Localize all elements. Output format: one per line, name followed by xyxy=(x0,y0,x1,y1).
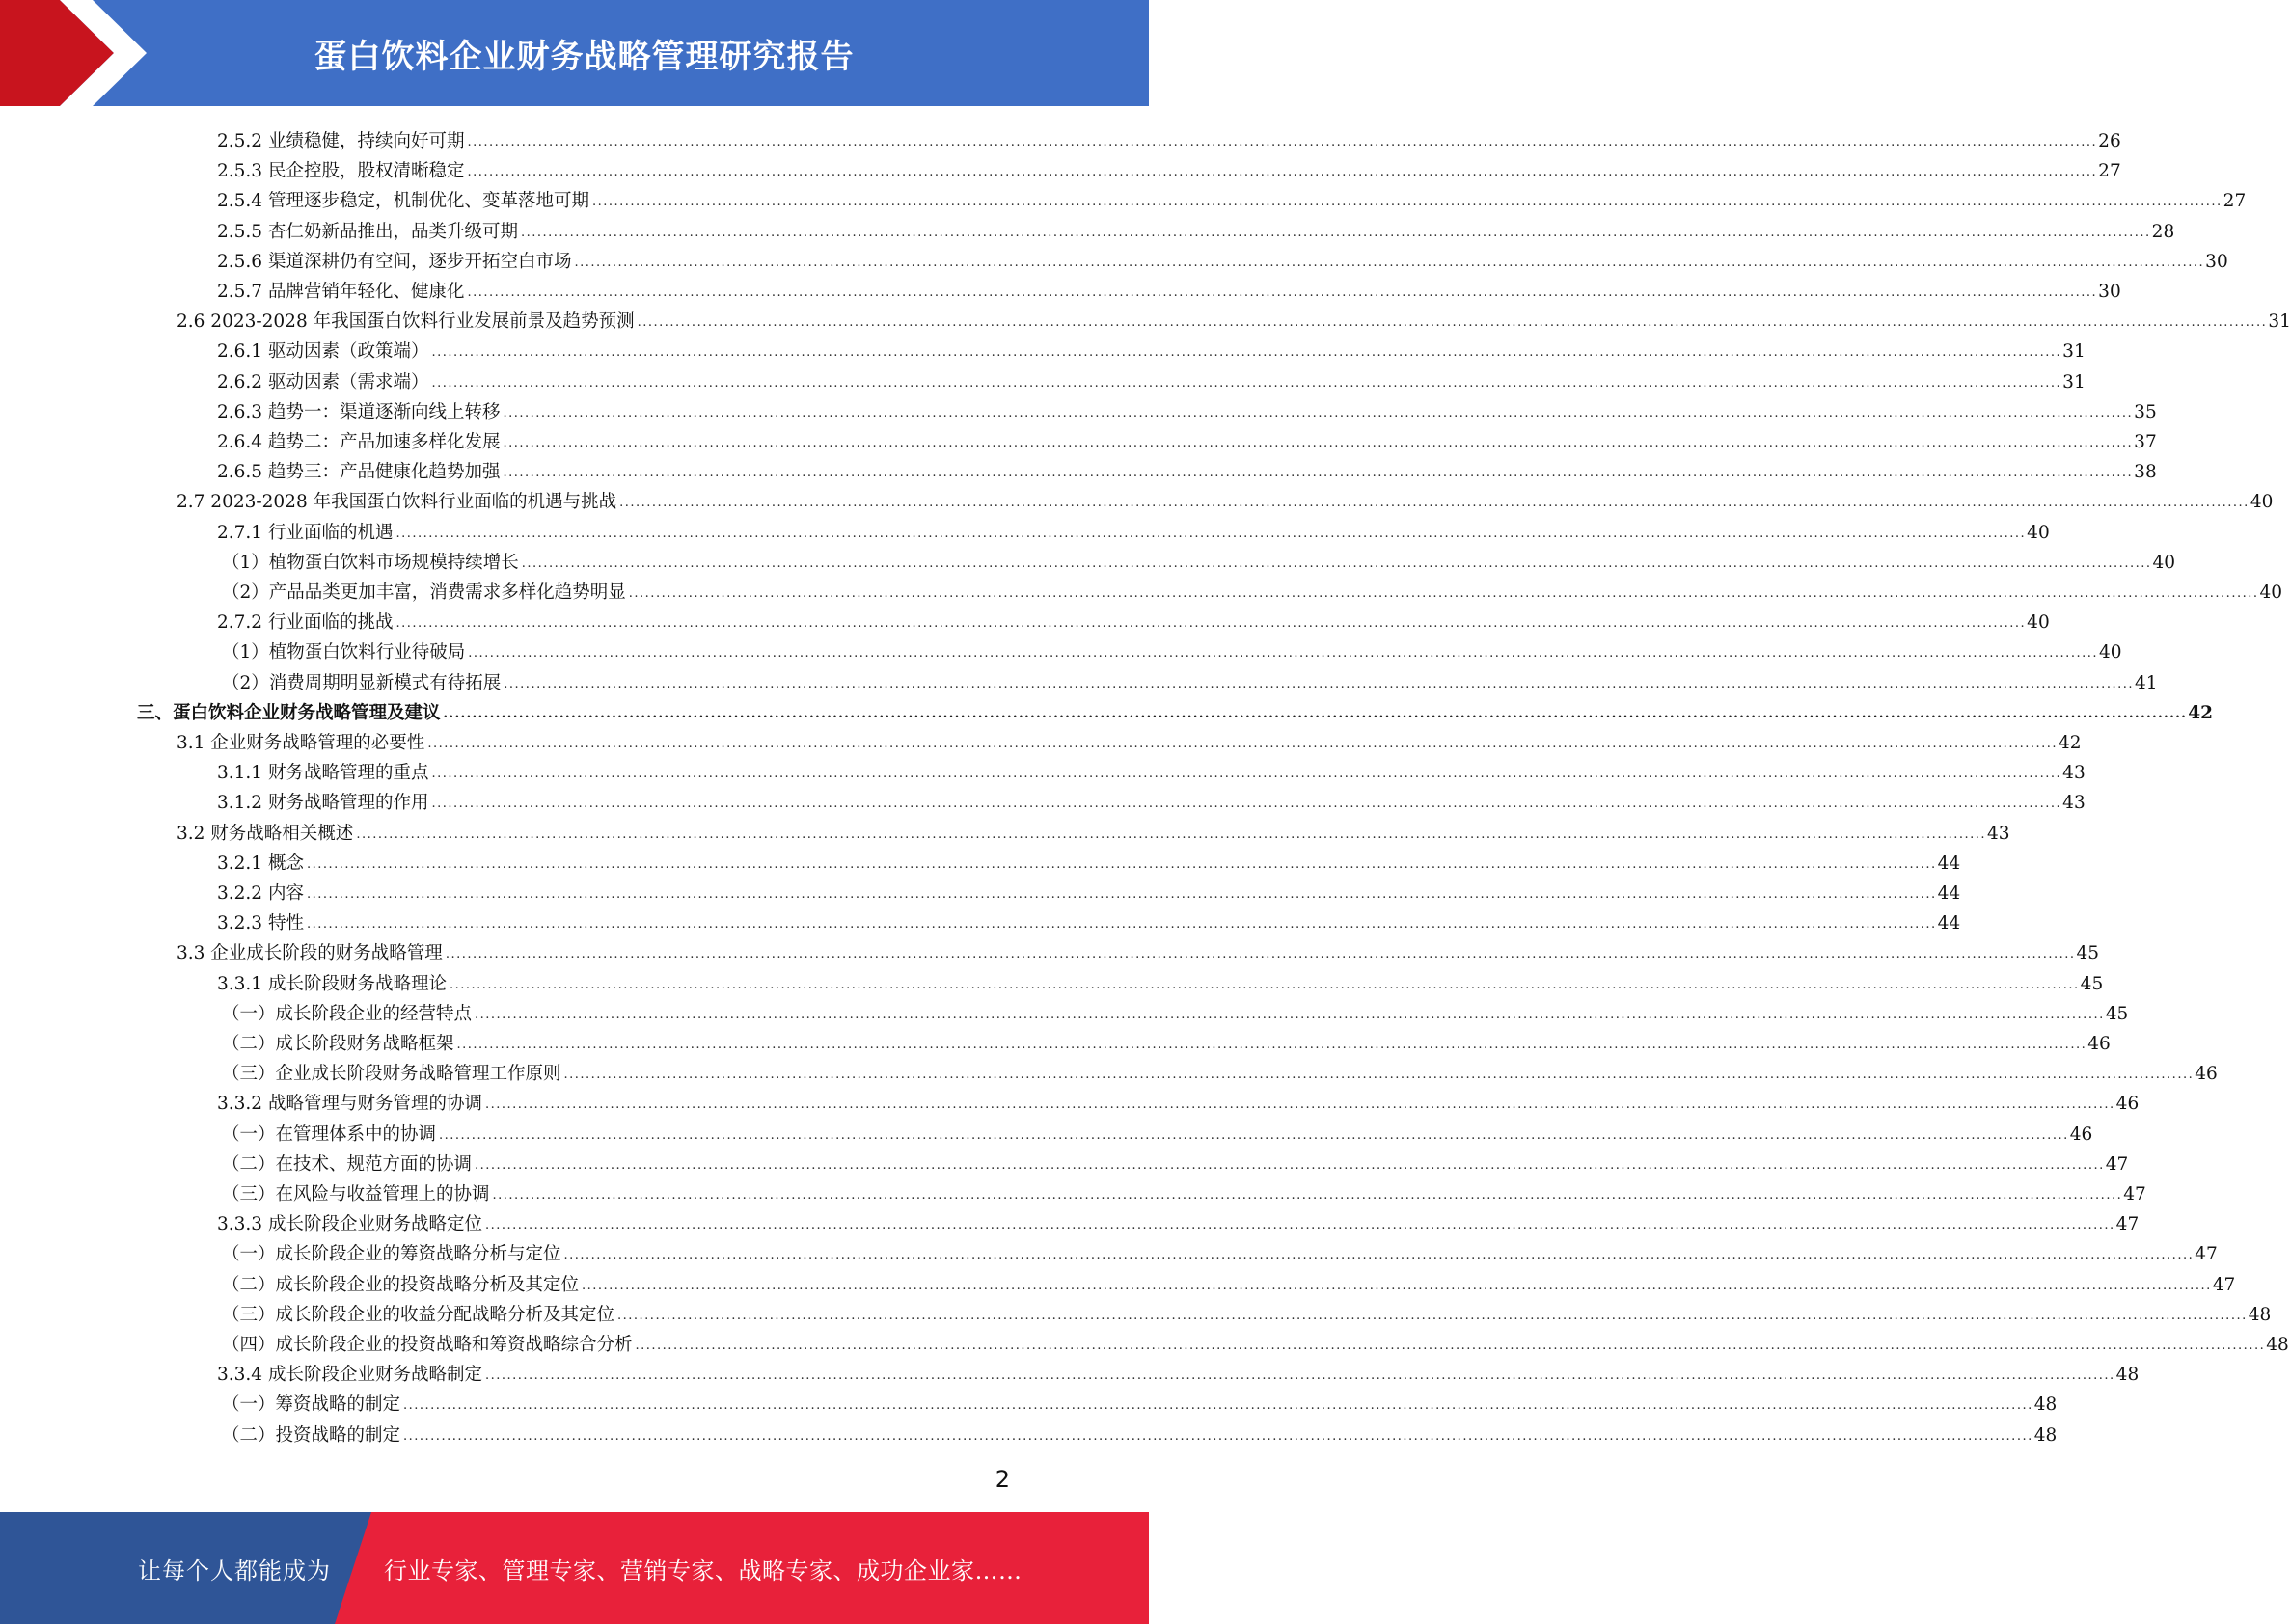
toc-entry-title: 3.2.2 内容 xyxy=(217,883,304,904)
toc-leader-dots: ............................................................................................................................................................................................................................................................................................................ xyxy=(504,676,2134,691)
report-title: 蛋白饮料企业财务战略管理研究报告 xyxy=(314,37,855,76)
toc-leader-dots: ............................................................................................................................................................................................................................................................................................................ xyxy=(503,466,2134,481)
toc-entry[interactable] xyxy=(217,515,2050,545)
toc-leader-dots: ............................................................................................................................................................................................................................................................................................................ xyxy=(475,1157,2105,1173)
toc-entry-title: 2.6.1 驱动因素（政策端） xyxy=(217,341,429,363)
toc-entry-title: （2）产品品类更加丰富，消费需求多样化趋势明显 xyxy=(222,582,626,603)
toc-entry-page: 40 xyxy=(2152,552,2176,573)
toc-entry[interactable] xyxy=(217,876,1961,906)
toc-entry-title: 2.7.2 行业面临的挑战 xyxy=(217,612,394,634)
toc-entry-page: 45 xyxy=(2105,1003,2129,1024)
toc-leader-dots: ............................................................................................................................................................................................................................................................................................................ xyxy=(431,767,2062,782)
toc-entry-page: 47 xyxy=(2195,1244,2218,1265)
toc-entry-page: 35 xyxy=(2134,401,2157,422)
toc-entry-page: 37 xyxy=(2134,432,2157,452)
toc-leader-dots: ............................................................................................................................................................................................................................................................................................................ xyxy=(520,225,2151,240)
toc-entry-page: 48 xyxy=(2266,1335,2289,1355)
toc-leader-dots: ............................................................................................................................................................................................................................................................................................................ xyxy=(467,285,2098,300)
toc-entry-page: 27 xyxy=(2098,161,2121,182)
toc-entry[interactable] xyxy=(217,334,2086,364)
toc-entry[interactable] xyxy=(222,1418,2058,1448)
toc-leader-dots: ............................................................................................................................................................................................................................................................................................................ xyxy=(591,195,2223,210)
toc-entry[interactable] xyxy=(217,153,2121,183)
toc-entry-title: （二）成长阶段财务战略框架 xyxy=(222,1034,454,1054)
toc-entry[interactable] xyxy=(222,1147,2129,1177)
toc-entry[interactable] xyxy=(222,1056,2218,1086)
toc-leader-dots: ............................................................................................................................................................................................................................................................................................................ xyxy=(431,375,2062,391)
page-number: 2 xyxy=(995,1466,1010,1493)
toc-leader-dots: ............................................................................................................................................................................................................................................................................................................ xyxy=(403,1428,2033,1444)
page-header xyxy=(0,0,1149,106)
toc-leader-dots: ............................................................................................................................................................................................................................................................................................................ xyxy=(468,646,2098,662)
toc-entry-page: 44 xyxy=(1937,853,1961,874)
page-footer xyxy=(0,1512,1149,1624)
toc-entry[interactable] xyxy=(217,274,2121,304)
toc-entry[interactable] xyxy=(177,484,2274,514)
toc-leader-dots: ............................................................................................................................................................................................................................................................................................................ xyxy=(445,947,2076,962)
toc-entry[interactable] xyxy=(217,365,2086,394)
toc-entry-page: 31 xyxy=(2062,341,2086,363)
toc-entry-title: （一）成长阶段企业的筹资战略分析与定位 xyxy=(222,1244,561,1265)
toc-entry[interactable] xyxy=(217,755,2086,785)
toc-leader-dots: ............................................................................................................................................................................................................................................................................................................ xyxy=(431,345,2062,361)
toc-entry-page: 47 xyxy=(2115,1214,2140,1235)
toc-entry-page: 40 xyxy=(2259,582,2283,603)
toc-entry-title: 3.3.4 成长阶段企业财务战略制定 xyxy=(217,1365,482,1386)
toc-entry-page: 42 xyxy=(2059,733,2082,753)
toc-entry-title: 3.3.3 成长阶段企业财务战略定位 xyxy=(217,1214,482,1235)
toc-leader-dots: ............................................................................................................................................................................................................................................................................................................ xyxy=(582,1278,2212,1293)
toc-leader-dots: ............................................................................................................................................................................................................................................................................................................ xyxy=(484,1368,2115,1384)
toc-leader-dots: ............................................................................................................................................................................................................................................................................................................ xyxy=(403,1398,2033,1414)
toc-entry[interactable] xyxy=(222,1297,2272,1327)
toc-entry-page: 40 xyxy=(2250,492,2274,513)
footer-slogan-right: 行业专家、管理专家、营销专家、战略专家、成功企业家…… xyxy=(384,1556,1023,1584)
toc-entry-page: 31 xyxy=(2268,311,2291,333)
toc-entry-title: 2.5.6 渠道深耕仍有空间，逐步开拓空白市场 xyxy=(217,251,572,272)
toc-entry[interactable] xyxy=(177,725,2082,755)
toc-leader-dots: ............................................................................................................................................................................................................................................................................................................ xyxy=(637,315,2268,331)
toc-entry[interactable] xyxy=(217,1357,2140,1387)
toc-entry-title: 3.3.1 成长阶段财务战略理论 xyxy=(217,973,447,994)
toc-entry-page: 43 xyxy=(2062,793,2086,814)
toc-entry-title: （三）成长阶段企业的收益分配战略分析及其定位 xyxy=(222,1304,615,1325)
toc-leader-dots: ............................................................................................................................................................................................................................................................................................................ xyxy=(475,1007,2105,1022)
toc-entry-title: （一）成长阶段企业的经营特点 xyxy=(222,1003,473,1024)
toc-leader-dots: ............................................................................................................................................................................................................................................................................................................ xyxy=(574,255,2205,270)
toc-entry-title: （1）植物蛋白饮料行业待破局 xyxy=(222,642,466,663)
toc-entry-page: 46 xyxy=(2087,1034,2111,1054)
toc-entry-title: 2.7 2023-2028 年我国蛋白饮料行业面临的机遇与挑战 xyxy=(177,492,617,513)
toc-entry-page: 43 xyxy=(1987,823,2010,844)
toc-entry-page: 42 xyxy=(2188,702,2214,723)
toc-entry-page: 41 xyxy=(2134,672,2158,693)
toc-entry-page: 45 xyxy=(2080,973,2104,994)
toc-entry[interactable] xyxy=(217,424,2157,454)
toc-entry[interactable] xyxy=(217,123,2121,153)
toc-leader-dots: ............................................................................................................................................................................................................................................................................................................ xyxy=(439,1127,2069,1143)
toc-entry[interactable] xyxy=(222,575,2283,605)
toc-entry-title: 3.1.2 财务战略管理的作用 xyxy=(217,793,429,814)
toc-entry[interactable] xyxy=(222,1177,2146,1206)
toc-entry-title: （四）成长阶段企业的投资战略和筹资战略综合分析 xyxy=(222,1335,633,1355)
toc-entry[interactable] xyxy=(217,214,2175,244)
toc-entry-page: 44 xyxy=(1937,883,1961,904)
toc-entry-title: （二）成长阶段企业的投资战略分析及其定位 xyxy=(222,1274,580,1295)
toc-entry-title: 2.6.4 趋势二：产品加速多样化发展 xyxy=(217,432,501,452)
toc-entry-page: 46 xyxy=(2115,1094,2140,1115)
toc-entry-page: 40 xyxy=(2027,522,2050,543)
toc-entry-title: 3.2.1 概念 xyxy=(217,853,304,874)
toc-entry[interactable] xyxy=(222,665,2158,695)
toc-entry[interactable] xyxy=(137,695,2214,725)
toc-entry-title: 3.2 财务战略相关概述 xyxy=(177,823,354,844)
toc-entry-page: 40 xyxy=(2027,612,2050,634)
toc-entry-title: 2.5.2 业绩稳健，持续向好可期 xyxy=(217,131,465,151)
toc-entry-title: （一）筹资战略的制定 xyxy=(222,1394,401,1416)
toc-entry-page: 45 xyxy=(2076,943,2100,964)
toc-entry[interactable] xyxy=(217,846,1961,876)
toc-entry-page: 43 xyxy=(2062,763,2086,784)
toc-entry-title: 2.5.5 杏仁奶新品推出，品类升级可期 xyxy=(217,221,518,242)
toc-leader-dots: ............................................................................................................................................................................................................................................................................................................ xyxy=(356,826,1987,842)
toc-leader-dots: ............................................................................................................................................................................................................................................................................................................ xyxy=(617,1308,2248,1323)
toc-entry-title: 2.6.2 驱动因素（需求端） xyxy=(217,371,429,392)
toc-leader-dots: ............................................................................................................................................................................................................................................................................................................ xyxy=(628,586,2259,601)
toc-leader-dots: ............................................................................................................................................................................................................................................................................................................ xyxy=(503,405,2134,420)
toc-leader-dots: ............................................................................................................................................................................................................................................................................................................ xyxy=(503,436,2134,450)
toc-entry-page: 30 xyxy=(2098,282,2121,302)
toc-leader-dots: ............................................................................................................................................................................................................................................................................................................ xyxy=(456,1038,2087,1052)
toc-entry[interactable] xyxy=(177,935,2100,965)
toc-leader-dots: ............................................................................................................................................................................................................................................................................................................ xyxy=(467,165,2098,180)
toc-entry[interactable] xyxy=(222,1327,2289,1357)
toc-entry[interactable] xyxy=(222,635,2122,664)
toc-entry-title: 2.6.5 趋势三：产品健康化趋势加强 xyxy=(217,462,501,483)
toc-entry-title: 3.3 企业成长阶段的财务战略管理 xyxy=(177,943,443,964)
toc-entry-page: 31 xyxy=(2062,371,2086,392)
toc-entry[interactable] xyxy=(222,1026,2111,1056)
toc-entry-title: 三、蛋白饮料企业财务战略管理及建议 xyxy=(137,702,441,723)
toc-entry-title: （三）企业成长阶段财务战略管理工作原则 xyxy=(222,1064,561,1085)
toc-entry-title: 2.7.1 行业面临的机遇 xyxy=(217,522,394,543)
toc-leader-dots: ............................................................................................................................................................................................................................................................................................................ xyxy=(521,555,2152,571)
toc-entry-page: 48 xyxy=(2115,1365,2140,1386)
toc-entry[interactable] xyxy=(217,605,2050,635)
toc-entry[interactable] xyxy=(177,304,2291,334)
toc-leader-dots: ............................................................................................................................................................................................................................................................................................................ xyxy=(619,496,2250,511)
toc-leader-dots: ............................................................................................................................................................................................................................................................................................................ xyxy=(484,1218,2115,1233)
toc-leader-dots: ............................................................................................................................................................................................................................................................................................................ xyxy=(467,135,2098,149)
toc-entry-title: 2.6.3 趋势一：渠道逐渐向线上转移 xyxy=(217,401,501,422)
toc-leader-dots: ............................................................................................................................................................................................................................................................................................................ xyxy=(395,616,2027,632)
toc-leader-dots: ............................................................................................................................................................................................................................................................................................................ xyxy=(563,1248,2195,1263)
toc-leader-dots: ............................................................................................................................................................................................................................................................................................................ xyxy=(484,1097,2115,1113)
toc-entry-title: 3.1.1 财务战略管理的重点 xyxy=(217,763,429,784)
toc-entry[interactable] xyxy=(217,906,1961,935)
toc-entry[interactable] xyxy=(177,816,2010,846)
toc-leader-dots: ............................................................................................................................................................................................................................................................................................................ xyxy=(395,526,2027,541)
toc-entry-title: （二）投资战略的制定 xyxy=(222,1424,401,1446)
toc-entry-title: （1）植物蛋白饮料市场规模持续增长 xyxy=(222,552,519,573)
toc-entry[interactable] xyxy=(222,545,2176,575)
toc-entry-title: 3.2.3 特性 xyxy=(217,913,304,934)
toc-entry-title: （三）在风险与收益管理上的协调 xyxy=(222,1184,490,1204)
toc-entry-title: 2.6 2023-2028 年我国蛋白饮料行业发展前景及趋势预测 xyxy=(177,311,635,333)
toc-entry-title: 2.5.7 品牌营销年轻化、健康化 xyxy=(217,282,465,302)
toc-entry-page: 47 xyxy=(2105,1153,2129,1175)
toc-entry[interactable] xyxy=(217,454,2157,484)
toc-leader-dots: ............................................................................................................................................................................................................................................................................................................ xyxy=(563,1068,2195,1083)
toc-entry[interactable] xyxy=(222,1117,2093,1147)
toc-entry-title: 2.5.4 管理逐步稳定，机制优化、变革落地可期 xyxy=(217,191,589,212)
toc-entry[interactable] xyxy=(217,1086,2140,1116)
toc-entry-page: 47 xyxy=(2212,1274,2236,1295)
toc-entry[interactable] xyxy=(217,394,2157,424)
toc-entry-page: 46 xyxy=(2195,1064,2218,1085)
toc-leader-dots: ............................................................................................................................................................................................................................................................................................................ xyxy=(635,1339,2266,1353)
toc-entry-title: 3.1 企业财务战略管理的必要性 xyxy=(177,733,425,753)
toc-leader-dots: ............................................................................................................................................................................................................................................................................................................ xyxy=(443,706,2188,721)
toc-entry-page: 48 xyxy=(2248,1304,2272,1325)
toc-entry-title: 3.3.2 战略管理与财务管理的协调 xyxy=(217,1094,482,1115)
toc-entry-title: 2.5.3 民企控股，股权清晰稳定 xyxy=(217,161,465,182)
toc-entry[interactable] xyxy=(222,1236,2218,1266)
toc-leader-dots: ............................................................................................................................................................................................................................................................................................................ xyxy=(449,977,2080,992)
toc-entry[interactable] xyxy=(217,785,2086,815)
toc-entry[interactable] xyxy=(222,1387,2058,1417)
toc-entry-page: 40 xyxy=(2098,642,2122,663)
toc-entry-title: （2）消费周期明显新模式有待拓展 xyxy=(222,672,502,693)
toc-entry-page: 26 xyxy=(2098,131,2121,151)
toc-entry-page: 48 xyxy=(2033,1424,2058,1446)
toc-entry-page: 38 xyxy=(2134,462,2157,483)
toc-entry[interactable] xyxy=(217,244,2228,274)
footer-slogan-left: 让每个人都能成为 xyxy=(138,1556,331,1584)
toc-leader-dots: ............................................................................................................................................................................................................................................................................................................ xyxy=(427,737,2059,751)
toc-entry[interactable] xyxy=(217,183,2247,213)
toc-leader-dots: ............................................................................................................................................................................................................................................................................................................ xyxy=(306,917,1937,933)
toc-entry-page: 48 xyxy=(2033,1394,2058,1416)
toc-entry-page: 30 xyxy=(2205,251,2228,272)
toc-leader-dots: ............................................................................................................................................................................................................................................................................................................ xyxy=(306,856,1937,872)
toc-entry-title: （一）在管理体系中的协调 xyxy=(222,1123,437,1145)
toc-entry-page: 27 xyxy=(2223,191,2247,212)
toc-entry-title: （二）在技术、规范方面的协调 xyxy=(222,1153,473,1175)
toc-leader-dots: ............................................................................................................................................................................................................................................................................................................ xyxy=(492,1188,2123,1203)
toc-entry-page: 46 xyxy=(2069,1123,2093,1145)
toc-entry[interactable] xyxy=(222,1267,2236,1297)
toc-entry[interactable] xyxy=(217,1206,2140,1236)
toc-entry[interactable] xyxy=(217,966,2104,996)
toc-entry-page: 47 xyxy=(2123,1184,2146,1204)
toc-leader-dots: ............................................................................................................................................................................................................................................................................................................ xyxy=(306,887,1937,902)
toc-entry-page: 28 xyxy=(2151,221,2175,242)
toc-leader-dots: ............................................................................................................................................................................................................................................................................................................ xyxy=(431,797,2062,812)
toc-entry[interactable] xyxy=(222,996,2129,1026)
toc-entry-page: 44 xyxy=(1937,913,1961,934)
